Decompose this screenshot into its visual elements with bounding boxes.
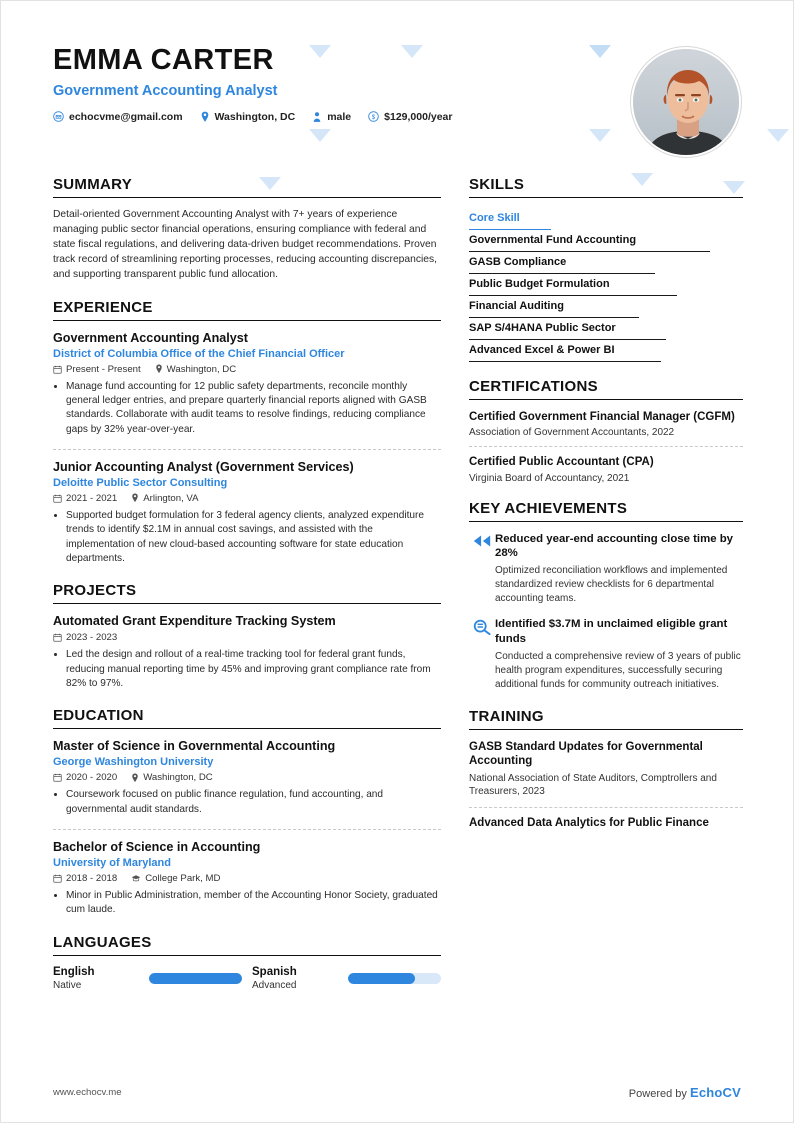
contact-location [200,111,296,123]
divider [469,807,743,808]
contact-gender [312,111,351,123]
skill-core-label: Core Skill [469,212,520,224]
education-entry [53,739,441,817]
language-name: English [53,965,95,978]
certification-title: Certified Government Financial Manager (CGFM) [469,411,735,423]
language-level: Advanced [252,979,297,991]
skill-item: Governmental Fund Accounting [469,234,637,246]
entry-meta [53,632,441,643]
entry-location [131,772,213,783]
entry-meta [53,873,441,884]
training-item [469,740,743,808]
divider [53,955,441,956]
entry-dates-text: Present - Present [66,363,141,375]
entry-bullets [53,648,441,691]
entry-organization: University of Maryland [53,856,171,869]
entry-organization: District of Columbia Office of the Chief Financial Officer [53,347,345,360]
contact-location-text: Washington, DC [214,110,296,123]
entry-bullets [53,788,441,817]
certification-item [469,455,743,483]
section-experience [53,299,441,567]
summary-text: Detail-oriented Government Accounting Analyst with 7+ years of experience managing public sector financial operations, ensuring compliance with federal and state fiscal regulations, and delivering data-driven budget recommendations. Proven track record of streamlining reporting processes, reducing accounting discrepancies, and supporting transparent public fund allocation. [53,209,438,280]
section-title-skills: SKILLS [469,176,525,193]
footer-brand [629,1085,741,1100]
language-level: Native [53,979,82,991]
entry-title: Bachelor of Science in Accounting [53,839,261,854]
skill-item: Public Budget Formulation [469,278,610,290]
entry-title: Master of Science in Governmental Accounting [53,739,336,754]
entry-dates-text: 2020 - 2020 [66,772,118,784]
certification-issuer: Virginia Board of Accountancy, 2021 [469,472,630,484]
entry-dates [53,493,117,504]
section-title-education: EDUCATION [53,707,144,725]
email-icon [53,111,64,122]
calendar-icon [53,773,62,782]
skill-item: Advanced Excel & Power BI [469,344,615,356]
achievement-description: Conducted a comprehensive review of 3 years of public health program expenditures, successfully securing additional funds for community outreach initiatives. [495,650,741,690]
section-languages [53,934,441,991]
experience-entry [53,460,441,566]
training-title: Advanced Data Analytics for Public Finance [469,816,709,829]
footer-brand-name: EchoCV [689,1085,741,1100]
training-title: GASB Standard Updates for Governmental Accounting [469,740,703,768]
entry-dates-text: 2021 - 2021 [66,492,118,504]
entry-dates-text: 2023 - 2023 [66,632,118,644]
divider [53,197,441,198]
entry-dates [53,772,117,783]
divider [53,603,441,604]
achievement-item [469,532,743,607]
money-search-icon [469,617,495,692]
page-title: EMMA CARTER [53,44,274,76]
contact-salary-text: $129,000/year [384,110,453,123]
entry-location [131,493,198,504]
location-icon [200,111,210,123]
salary-icon [368,111,379,122]
divider [469,729,743,730]
contact-email[interactable] [53,111,183,123]
footer-powered-label: Powered by [628,1088,687,1100]
entry-location-text: Washington, DC [166,363,237,375]
training-item [469,816,743,830]
entry-location-text: Arlington, VA [143,492,199,504]
certification-issuer: Association of Government Accountants, 2022 [469,427,675,439]
language-name: Spanish [252,965,297,978]
calendar-icon [53,633,62,642]
graduation-cap-icon [131,874,141,883]
avatar [631,47,741,157]
section-skills [469,176,743,362]
experience-entry [53,331,441,437]
language-progress-bar [348,973,441,984]
contact-email-text: echocvme@gmail.com [69,110,183,123]
entry-location [131,873,220,884]
divider [53,829,441,830]
section-certifications [469,378,743,484]
language-progress-fill [149,973,242,984]
decorative-triangle-icon [767,129,789,142]
language-progress-bar [149,973,242,984]
bullet: • Supported budget formulation for 3 federal agency clients, analyzed expenditure trends to identify $2.1M in annual cost savings, and assisted with the implementation of new cloud-based accounting software for state education departments. [66,509,441,566]
achievement-description: Optimized reconciliation workflows and implemented standardized review checklists for 6 departmental accounting teams. [495,565,728,605]
entry-title: Government Accounting Analyst [53,330,248,345]
divider [469,361,661,362]
contact-gender-text: male [327,110,352,123]
rewind-icon [469,532,495,607]
section-title-certifications: CERTIFICATIONS [469,378,598,395]
divider [53,449,441,450]
entry-meta [53,493,441,504]
divider [469,197,743,198]
entry-organization: George Washington University [53,756,214,769]
entry-title: Automated Grant Expenditure Tracking System [53,614,336,629]
skill-item: GASB Compliance [469,256,567,268]
job-role: Government Accounting Analyst [53,82,278,99]
section-projects [53,582,441,691]
right-column [469,176,743,846]
entry-dates [53,364,141,375]
bullet: • Coursework focused on public finance regulation, fund accounting, and governmental audit standards. [66,788,441,817]
entry-bullets [53,380,441,437]
section-summary [53,176,441,283]
language-item [252,966,441,991]
svg-text:$: $ [371,114,376,122]
location-icon [131,493,139,503]
section-education [53,707,441,917]
entry-dates-text: 2018 - 2018 [66,872,118,884]
achievement-title: Reduced year-end accounting close time by 28% [495,532,734,559]
left-column [53,176,441,1007]
entry-bullets [53,889,441,918]
certification-item [469,410,743,447]
entry-meta [53,364,441,375]
bullet: • Led the design and rollout of a real-time tracking tool for federal grant funds, reducing manual reporting time by 45% and improving grant compliance rate from 82% to 97%. [66,648,441,691]
bullet: • Minor in Public Administration, member of the Accounting Honor Society, graduated cum laude. [66,889,441,918]
entry-organization: Deloitte Public Sector Consulting [53,476,228,489]
divider [469,446,743,447]
location-icon [131,773,139,783]
divider [469,399,743,400]
entry-title: Junior Accounting Analyst (Government Services) [53,459,354,474]
section-title-experience: EXPERIENCE [53,298,153,316]
entry-location-text: College Park, MD [145,872,221,884]
project-entry [53,614,441,691]
entry-location-text: Washington, DC [143,772,213,784]
language-progress-fill [348,973,415,984]
entry-bullets [53,509,441,566]
entry-dates [53,873,117,884]
skill-item: Financial Auditing [469,300,564,312]
section-training [469,708,743,830]
calendar-icon [53,494,62,503]
language-list [53,966,441,991]
divider [469,521,743,522]
page-footer [53,1085,741,1100]
section-title-achievements: KEY ACHIEVEMENTS [469,499,628,517]
location-icon [155,364,163,374]
calendar-icon [53,365,62,374]
divider [53,320,441,321]
section-title-languages: LANGUAGES [53,933,152,951]
entry-location [155,364,237,375]
education-entry [53,840,441,918]
achievement-item [469,617,743,692]
divider [53,728,441,729]
calendar-icon [53,874,62,883]
training-provider: National Association of State Auditors, Comptrollers and Treasurers, 2023 [469,772,717,797]
footer-url[interactable]: www.echocv.me [53,1087,122,1098]
section-title-training: TRAINING [469,707,544,725]
contact-salary [368,111,452,123]
skill-item: SAP S/4HANA Public Sector [469,322,616,334]
language-item [53,966,242,991]
achievement-title: Identified $3.7M in unclaimed eligible grant funds [495,618,728,645]
entry-meta [53,772,441,783]
bullet: • Manage fund accounting for 12 public safety departments, reconcile monthly general ledger entries, and prepare quarterly financial reports aligned with GASB standards. Collaborate with audit teams to resolve findings, reducing compliance gaps by 32% year-over-year. [66,380,441,437]
section-title-projects: PROJECTS [53,582,137,600]
gender-icon [312,111,322,123]
certification-title: Certified Public Accountant (CPA) [469,456,654,469]
resume-header [53,45,741,165]
section-key-achievements [469,500,743,692]
section-title-summary: SUMMARY [53,176,133,193]
entry-dates [53,632,117,643]
